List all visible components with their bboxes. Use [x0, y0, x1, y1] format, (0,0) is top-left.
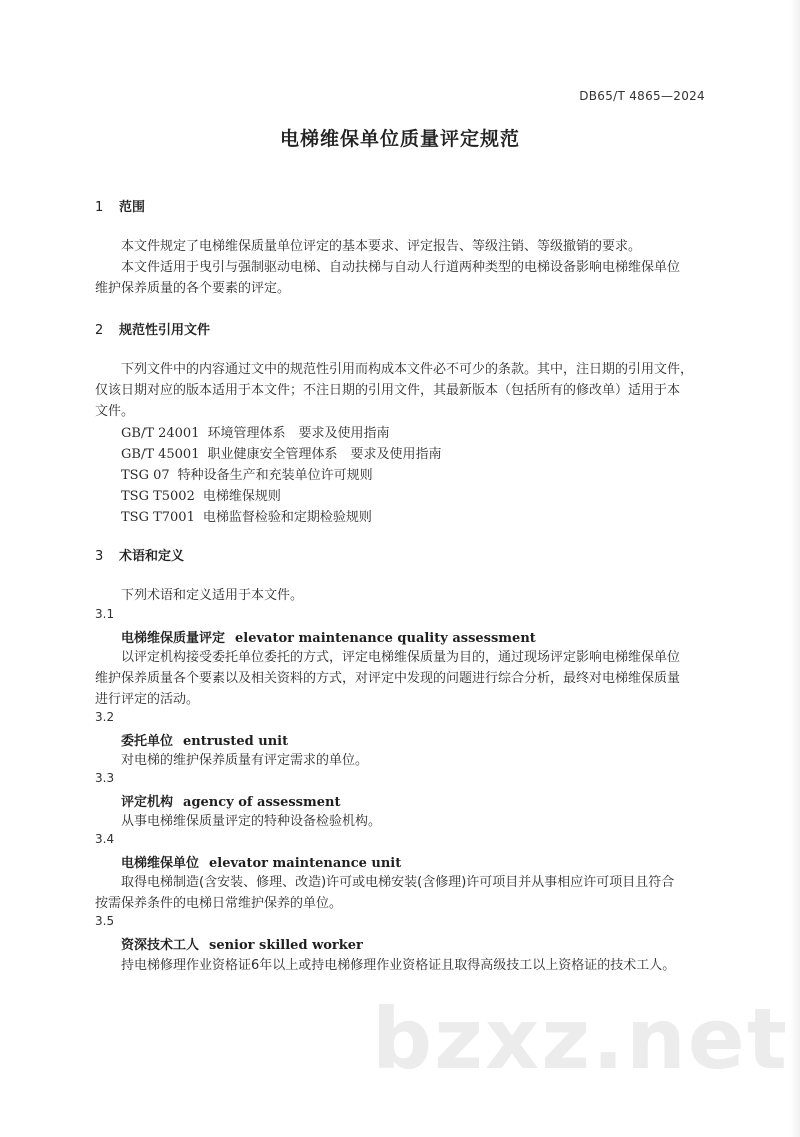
term-heading [121, 791, 341, 810]
reference-title: 职业健康安全管理体系 要求及使用指南 [207, 447, 442, 462]
term-definition-line: 对电梯的维护保养质量有评定需求的单位。 [121, 753, 369, 768]
term-english: entrusted unit [183, 734, 289, 749]
reference-item [121, 464, 373, 483]
terms-intro: 下列术语和定义适用于本文件。 [121, 588, 304, 603]
term-name: 电梯维保单位 [121, 856, 200, 871]
normative-paragraph-line: 文件。 [95, 404, 135, 419]
section-number: 1 [95, 200, 104, 215]
reference-code: TSG T7001 [121, 510, 195, 525]
watermark: bzxz.net [372, 990, 789, 1088]
term-english: agency of assessment [183, 795, 341, 810]
term-number: 3.1 [95, 607, 115, 621]
reference-item [121, 506, 372, 525]
term-heading [121, 934, 363, 953]
term-english: senior skilled worker [209, 938, 363, 953]
normative-paragraph-line: 下列文件中的内容通过文中的规范性引用而构成本文件必不可少的条款。其中，注日期的引用文件， [121, 362, 694, 377]
page-edge-shadow [790, 0, 800, 1137]
reference-code: GB/T 24001 [121, 426, 200, 441]
term-definition-line: 进行评定的活动。 [95, 692, 200, 707]
term-definition-line: 从事电梯维保质量评定的特种设备检验机构。 [121, 814, 382, 829]
term-number: 3.5 [95, 914, 115, 928]
term-definition-line: 持电梯修理作业资格证6年以上或持电梯修理作业资格证且取得高级技工以上资格证的技术工人。 [121, 958, 676, 973]
reference-code: TSG 07 [121, 468, 170, 483]
reference-item [121, 443, 442, 462]
reference-title: 电梯维保规则 [202, 489, 281, 504]
term-number: 3.4 [95, 832, 115, 846]
section-title: 规范性引用文件 [119, 323, 211, 338]
term-definition-line: 维护保养质量各个要素以及相关资料的方式，对评定中发现的问题进行综合分析，最终对电梯维保质量 [95, 671, 681, 686]
term-english: elevator maintenance unit [209, 856, 402, 871]
term-heading [121, 627, 536, 646]
page-title: 电梯维保单位质量评定规范 [279, 128, 520, 150]
term-number: 3.2 [95, 710, 115, 724]
term-name: 资深技术工人 [121, 938, 200, 953]
section-title: 范围 [119, 200, 146, 215]
reference-title: 环境管理体系 要求及使用指南 [207, 426, 390, 441]
section-number: 3 [95, 549, 104, 564]
term-name: 评定机构 [121, 795, 174, 810]
section-heading-terms [95, 545, 184, 564]
term-heading [121, 852, 401, 871]
term-definition-line: 取得电梯制造(含安装、修理、改造)许可或电梯安装(含修理)许可项目并从事相应许可项目且符合 [121, 875, 675, 890]
reference-code: TSG T5002 [121, 489, 195, 504]
term-name: 电梯维保质量评定 [121, 631, 226, 646]
section-heading-scope [95, 196, 145, 215]
section-heading-normative [95, 319, 210, 338]
reference-item [121, 485, 281, 504]
scope-paragraph-line: 本文件适用于曳引与强制驱动电梯、自动扶梯与自动人行道两种类型的电梯设备影响电梯维保单位 [121, 260, 681, 275]
term-definition-line: 按需保养条件的电梯日常维护保养的单位。 [95, 896, 343, 911]
scope-paragraph-line: 维护保养质量的各个要素的评定。 [95, 281, 291, 296]
term-definition-line: 以评定机构接受委托单位委托的方式，评定电梯维保质量为目的，通过现场评定影响电梯维保单位 [121, 650, 681, 665]
reference-title: 电梯监督检验和定期检验规则 [202, 510, 372, 525]
reference-code: GB/T 45001 [121, 447, 200, 462]
scope-paragraph-line: 本文件规定了电梯维保质量单位评定的基本要求、评定报告、等级注销、等级撤销的要求。 [121, 239, 642, 254]
reference-title: 特种设备生产和充装单位许可规则 [177, 468, 373, 483]
term-number: 3.3 [95, 771, 115, 785]
term-name: 委托单位 [121, 734, 174, 749]
term-heading [121, 730, 288, 749]
normative-paragraph-line: 仅该日期对应的版本适用于本文件；不注日期的引用文件，其最新版本（包括所有的修改单）适用于本 [95, 383, 681, 398]
standard-code: DB65/T 4865—2024 [579, 89, 705, 103]
section-title: 术语和定义 [119, 549, 185, 564]
term-english: elevator maintenance quality assessment [235, 631, 536, 646]
reference-item [121, 422, 390, 441]
section-number: 2 [95, 323, 104, 338]
